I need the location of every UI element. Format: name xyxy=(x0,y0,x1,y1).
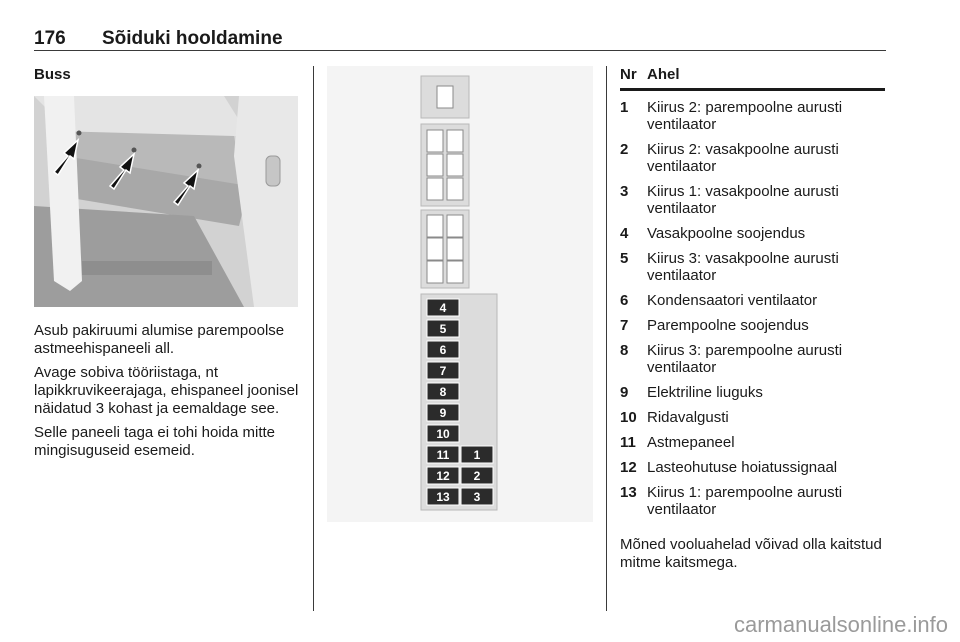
fuse-label: 4 xyxy=(439,301,447,315)
fuse-label: 2 xyxy=(473,469,481,483)
fuse-number: 8 xyxy=(620,342,629,359)
body-text xyxy=(34,322,306,466)
fuse-number: 1 xyxy=(620,99,629,116)
table-row xyxy=(620,409,885,426)
fuse-number: 2 xyxy=(620,141,629,158)
page-header xyxy=(34,28,886,51)
fuse-number: 6 xyxy=(620,292,629,309)
circuit-name: Elektriline liuguks xyxy=(647,384,763,401)
fuse-label: 13 xyxy=(436,490,450,504)
section-title: Buss xyxy=(34,66,71,83)
paragraph: Asub pakiruumi alumise parempoolse astmeehispaneeli all. xyxy=(34,322,285,357)
circuit-name: Lasteohutuse hoiatussignaal xyxy=(647,459,838,476)
fuse-slot xyxy=(427,320,459,337)
fuse-number: 10 xyxy=(620,409,637,426)
table-row xyxy=(620,250,885,284)
watermark: carmanualsonline.info xyxy=(733,612,948,637)
fuse-box-diagram xyxy=(327,66,593,522)
fuse-table xyxy=(620,66,885,518)
column-divider-right xyxy=(606,66,607,611)
fuse-label: 11 xyxy=(436,448,450,462)
fuse-label: 8 xyxy=(439,385,447,399)
fuse-label: 10 xyxy=(436,427,450,441)
fuse-slot xyxy=(461,467,493,484)
circuit-name: Kiirus 3: vasakpoolne aurusti ventilaator xyxy=(647,250,839,284)
fuse-slot xyxy=(427,299,459,316)
fuse-number: 9 xyxy=(620,384,629,401)
fuse-slot xyxy=(427,467,459,484)
table-row xyxy=(620,225,885,242)
fuse-slot xyxy=(461,446,493,463)
fuse-number: 12 xyxy=(620,459,637,476)
table-row xyxy=(620,484,885,518)
fuse-box-svg xyxy=(327,66,593,522)
table-header xyxy=(620,66,885,91)
fuse-slot xyxy=(461,488,493,505)
fuse-number: 4 xyxy=(620,225,629,242)
circuit-name: Parempoolne soojendus xyxy=(647,317,809,334)
panel-photo-illustration xyxy=(34,96,298,307)
note-text: Mõned vooluahelad võivad olla kaitstud mitme kaitsmega. xyxy=(620,536,882,571)
table-row xyxy=(620,384,885,401)
circuit-name: Kondensaatori ventilaator xyxy=(647,292,818,309)
table-row xyxy=(620,459,885,476)
circuit-name: Kiirus 3: parempoolne aurusti ventilaator xyxy=(647,342,843,376)
circuit-name: Kiirus 2: vasakpoolne aurusti ventilaator xyxy=(647,141,839,175)
fuse-label: 1 xyxy=(473,448,481,462)
page-number: 176 xyxy=(34,28,66,49)
column-header-ahel: Ahel xyxy=(647,66,680,83)
circuit-name: Kiirus 1: vasakpoolne aurusti ventilaator xyxy=(647,183,839,217)
table-row xyxy=(620,183,885,217)
page-title: Sõiduki hooldamine xyxy=(102,28,283,49)
fuse-number: 7 xyxy=(620,317,629,334)
table-row xyxy=(620,342,885,376)
fuse-label: 5 xyxy=(439,322,447,336)
table-row xyxy=(620,141,885,175)
circuit-name: Kiirus 2: parempoolne aurusti ventilaator xyxy=(647,99,843,133)
fuse-label: 7 xyxy=(439,364,447,378)
column-header-nr: Nr xyxy=(620,66,637,83)
table-row xyxy=(620,317,885,334)
circuit-name: Kiirus 1: parempoolne aurusti ventilaator xyxy=(647,484,843,518)
fuse-number: 5 xyxy=(620,250,629,267)
fuse-slot xyxy=(427,404,459,421)
fuse-number: 13 xyxy=(620,484,637,501)
table-row xyxy=(620,292,885,309)
fuse-slot xyxy=(427,362,459,379)
circuit-name: Ridavalgusti xyxy=(647,409,729,426)
fuse-slot xyxy=(427,383,459,400)
fuse-label: 6 xyxy=(439,343,447,357)
fuse-slot xyxy=(427,425,459,442)
fuse-panel-photo xyxy=(34,96,298,307)
circuit-name: Astmepaneel xyxy=(647,434,735,451)
fuse-label: 9 xyxy=(439,406,447,420)
column-divider-left xyxy=(313,66,314,611)
fuse-number: 3 xyxy=(620,183,629,200)
fuse-label: 12 xyxy=(436,469,450,483)
circuit-name: Vasakpoolne soojendus xyxy=(647,225,806,242)
paragraph: Avage sobiva tööriistaga, nt lapikkruvikeerajaga, ehispaneel joonisel näidatud 3 kohast ja eemaldage see. xyxy=(34,364,299,417)
fuse-slot xyxy=(427,446,459,463)
fuse-number: 11 xyxy=(620,434,636,451)
table-row xyxy=(620,99,885,133)
fuse-slot xyxy=(427,488,459,505)
fuse-slot xyxy=(427,341,459,358)
fuse-label: 3 xyxy=(473,490,481,504)
paragraph: Selle paneeli taga ei tohi hoida mitte mingisuguseid esemeid. xyxy=(34,424,275,459)
table-row xyxy=(620,434,885,451)
